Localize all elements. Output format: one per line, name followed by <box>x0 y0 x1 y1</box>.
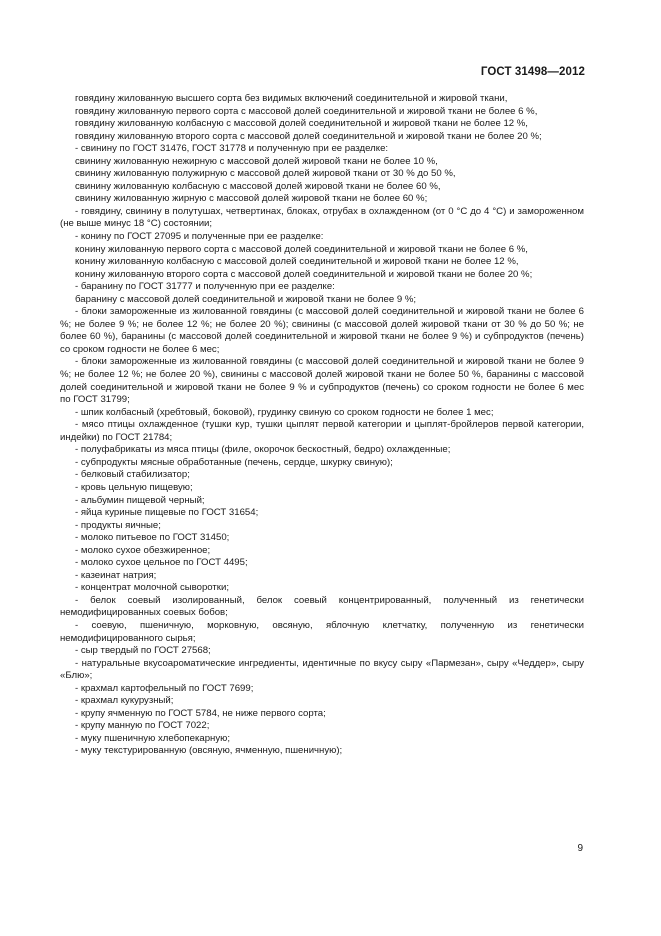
paragraph: - молоко сухое цельное по ГОСТ 4495; <box>75 557 248 569</box>
paragraph: - натуральные вкусоароматические ингредиенты, идентичные по вкусу сыру «Пармезан», сыру «Чеддер», сыру «Блю»; <box>60 657 584 682</box>
body-text <box>60 93 584 758</box>
paragraph: - кровь цельную пищевую; <box>75 481 193 493</box>
paragraph: свинину жилованную жирную с массовой долей жировой ткани не более 60 %; <box>75 193 428 205</box>
paragraph: - яйца куриные пищевые по ГОСТ 31654; <box>75 507 259 519</box>
paragraph: свинину жилованную нежирную с массовой долей жировой ткани не более 10 %, <box>75 155 438 167</box>
paragraph: - блоки замороженные из жилованной говядины (с массовой долей соединительной и жировой ткани не более 9 %; не более 12 %; не более 20 %), свинины с массовой долей жировой ткани не более 50 %, баранины с массовой долей соединительной и жировой ткани не более 9 % и субпродуктов (печень) со сроком годности не более 6 мес по ГОСТ 31799; <box>60 356 584 406</box>
paragraph: конину жилованную колбасную с массовой долей соединительной и жировой ткани не более 12 %, <box>75 256 519 268</box>
paragraph: - крупу манную по ГОСТ 7022; <box>75 720 210 732</box>
paragraph: - крахмал картофельный по ГОСТ 7699; <box>75 682 254 694</box>
document-id-header: ГОСТ 31498—2012 <box>480 66 585 78</box>
paragraph: говядину жилованную второго сорта с массовой долей соединительной и жировой ткани не более 20 %; <box>75 130 542 142</box>
paragraph: - альбумин пищевой черный; <box>75 494 205 506</box>
paragraph: баранину с массовой долей соединительной и жировой ткани не более 9 %; <box>75 293 417 305</box>
paragraph: - шпик колбасный (хребтовый, боковой), грудинку свиную со сроком годности не более 1 мес; <box>75 406 494 418</box>
paragraph: - белковый стабилизатор; <box>75 469 190 481</box>
paragraph: - белок соевый изолированный, белок соевый концентрированный, полученный из генетически немодифицированных соевых бобов; <box>60 594 584 619</box>
paragraph: - баранину по ГОСТ 31777 и полученную при ее разделке: <box>75 281 335 293</box>
paragraph: конину жилованную первого сорта с массовой долей соединительной и жировой ткани не более 6 %, <box>75 243 528 255</box>
paragraph: говядину жилованную высшего сорта без видимых включений соединительной и жировой ткани, <box>75 93 508 104</box>
paragraph: - говядину, свинину в полутушах, четвертинах, блоках, отрубах в охлажденном (от 0 °С до 4 °С) и замороженном (не выше минус 18 °С) состоянии; <box>60 205 584 230</box>
paragraph: - блоки замороженные из жилованной говядины (с массовой долей соединительной и жировой ткани не более 6 %; не более 9 %; не более 12 %; не более 20 %); свинины (с массовой долей жировой ткани от 30 % до 50 %; не более 60 %), баранины (с массовой долей соединительной и жировой ткани не более 9 %) и субпродуктов (печень) со сроком годности не более 6 мес; <box>60 306 584 355</box>
paragraph: - крупу ячменную по ГОСТ 5784, не ниже первого сорта; <box>75 707 326 719</box>
paragraph: - субпродукты мясные обработанные (печень, сердце, шкурку свиную); <box>75 456 393 468</box>
paragraph: - молоко питьевое по ГОСТ 31450; <box>75 532 230 544</box>
paragraph: - крахмал кукурузный; <box>75 695 174 707</box>
paragraph: свинину жилованную полужирную с массовой долей жировой ткани от 30 % до 50 %, <box>75 168 456 180</box>
paragraph: - конину по ГОСТ 27095 и полученные при ее разделке: <box>75 231 324 243</box>
paragraph: - казеинат натрия; <box>75 569 157 581</box>
page-number: 9 <box>577 843 583 854</box>
paragraph: - сыр твердый по ГОСТ 27568; <box>75 645 211 657</box>
paragraph: свинину жилованную колбасную с массовой долей жировой ткани не более 60 %, <box>75 180 441 192</box>
paragraph: - молоко сухое обезжиренное; <box>75 544 211 556</box>
paragraph: - муку текстурированную (овсяную, ячменную, пшеничную); <box>75 745 343 757</box>
paragraph: - соевую, пшеничную, морковную, овсяную, яблочную клетчатку, полученную из генетически немодифицированного сырья; <box>60 619 584 644</box>
paragraph: конину жилованную второго сорта с массовой долей соединительной и жировой ткани не более 20 %; <box>75 268 533 280</box>
paragraph: - полуфабрикаты из мяса птицы (филе, окорочок бескостный, бедро) охлажденные; <box>75 444 451 456</box>
paragraph: говядину жилованную колбасную с массовой долей соединительной и жировой ткани не более 12 %, <box>75 118 528 130</box>
paragraph: - концентрат молочной сыворотки; <box>75 582 230 594</box>
paragraph: - свинину по ГОСТ 31476, ГОСТ 31778 и полученную при ее разделке: <box>75 143 389 155</box>
paragraph: - мясо птицы охлажденное (тушки кур, тушки цыплят первой категории и цыплят-бройлеров первой категории, индейки) по ГОСТ 21784; <box>60 419 584 443</box>
paragraph: - муку пшеничную хлебопекарную; <box>75 732 230 744</box>
paragraph: - продукты яичные; <box>75 519 161 531</box>
paragraph: говядину жилованную первого сорта с массовой долей соединительной и жировой ткани не более 6 %, <box>75 105 538 117</box>
